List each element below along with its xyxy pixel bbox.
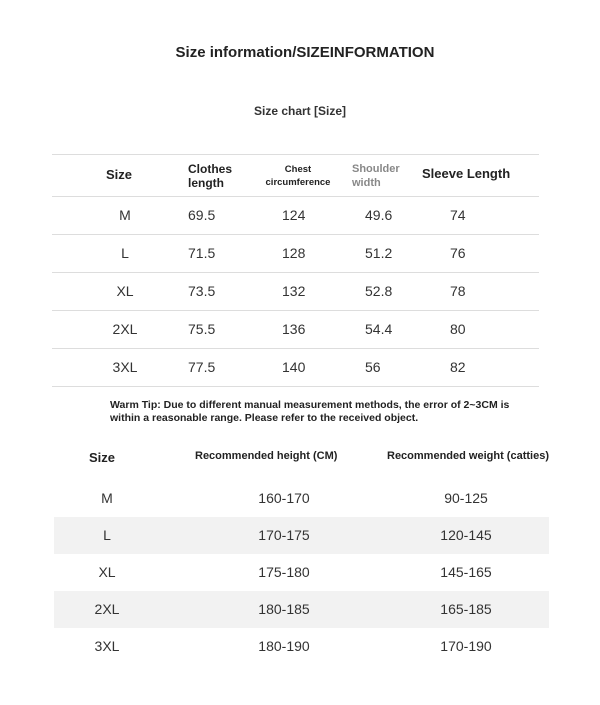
table-row (54, 554, 549, 591)
warm-tip (110, 399, 550, 425)
cell-sleeve: 74 (450, 207, 466, 223)
table-row (52, 273, 539, 311)
table-row (52, 311, 539, 349)
cell-shoulder: 49.6 (365, 207, 393, 223)
rec-cell-weight: 145-165 (440, 564, 492, 580)
header-chest-circumference (262, 163, 334, 189)
cell-sleeve: 82 (450, 359, 466, 375)
header-shoulder-line1: Shoulder (352, 163, 400, 175)
cell-size: L (121, 245, 129, 261)
cell-length: 77.5 (188, 359, 216, 375)
cell-chest: 124 (282, 207, 306, 223)
cell-length: 75.5 (188, 321, 216, 337)
cell-sleeve: 78 (450, 283, 466, 299)
header-shoulder-line2: width (352, 177, 381, 189)
cell-chest: 140 (282, 359, 306, 375)
header-sleeve-length: Sleeve Length (422, 166, 511, 181)
rec-header-weight: Recommended weight (catties) (387, 450, 549, 462)
rec-cell-weight: 170-190 (440, 638, 492, 654)
cell-chest: 132 (282, 283, 306, 299)
rec-header-height: Recommended height (CM) (195, 450, 338, 462)
rec-header-size: Size (89, 450, 116, 465)
cell-length: 73.5 (188, 283, 216, 299)
cell-shoulder: 54.4 (365, 321, 393, 337)
cell-shoulder: 52.8 (365, 283, 393, 299)
table-row (52, 235, 539, 273)
rec-cell-height: 175-180 (258, 564, 310, 580)
cell-sleeve: 76 (450, 245, 466, 261)
header-clothes-length-line2: length (188, 176, 224, 190)
cell-size: 2XL (112, 321, 138, 337)
cell-size: 3XL (112, 359, 138, 375)
rec-cell-weight: 90-125 (444, 490, 488, 506)
cell-chest: 136 (282, 321, 306, 337)
header-clothes-length-line1: Clothes (188, 162, 233, 176)
size-chart-header-row (52, 155, 539, 197)
cell-chest: 128 (282, 245, 306, 261)
cell-size: M (119, 207, 131, 223)
table-row (54, 591, 549, 628)
warm-tip-line2: within a reasonable range. Please refer to the received object. (110, 412, 419, 424)
table-row (52, 349, 539, 387)
header-chest-line1: Chest (284, 164, 312, 175)
recommendation-table (54, 480, 549, 665)
header-size: Size (106, 167, 133, 182)
table-row (54, 480, 549, 517)
rec-cell-size: L (103, 527, 111, 543)
rec-cell-weight: 165-185 (440, 601, 492, 617)
cell-size: XL (116, 283, 134, 299)
rec-cell-size: M (101, 490, 113, 506)
cell-length: 71.5 (188, 245, 216, 261)
warm-tip-line1: Warm Tip: Due to different manual measurement methods, the error of 2~3CM is (110, 399, 510, 411)
cell-sleeve: 80 (450, 321, 466, 337)
rec-cell-size: 3XL (94, 638, 120, 654)
rec-cell-size: XL (98, 564, 116, 580)
rec-cell-weight: 120-145 (440, 527, 492, 543)
size-chart-table (52, 154, 539, 387)
rec-cell-height: 180-190 (258, 638, 310, 654)
cell-shoulder: 51.2 (365, 245, 393, 261)
rec-cell-size: 2XL (94, 601, 120, 617)
header-clothes-length (188, 162, 258, 190)
rec-cell-height: 160-170 (258, 490, 310, 506)
table-row (54, 628, 549, 665)
header-chest-line2: circumference (265, 177, 331, 188)
cell-shoulder: 56 (365, 359, 381, 375)
cell-length: 69.5 (188, 207, 216, 223)
size-chart-caption: Size chart [Size] (253, 104, 347, 118)
header-shoulder-width (352, 162, 422, 190)
table-row (54, 517, 549, 554)
page-title: Size information/SIZEINFORMATION (175, 44, 435, 61)
table-row (52, 197, 539, 235)
rec-cell-height: 180-185 (258, 601, 310, 617)
rec-cell-height: 170-175 (258, 527, 310, 543)
